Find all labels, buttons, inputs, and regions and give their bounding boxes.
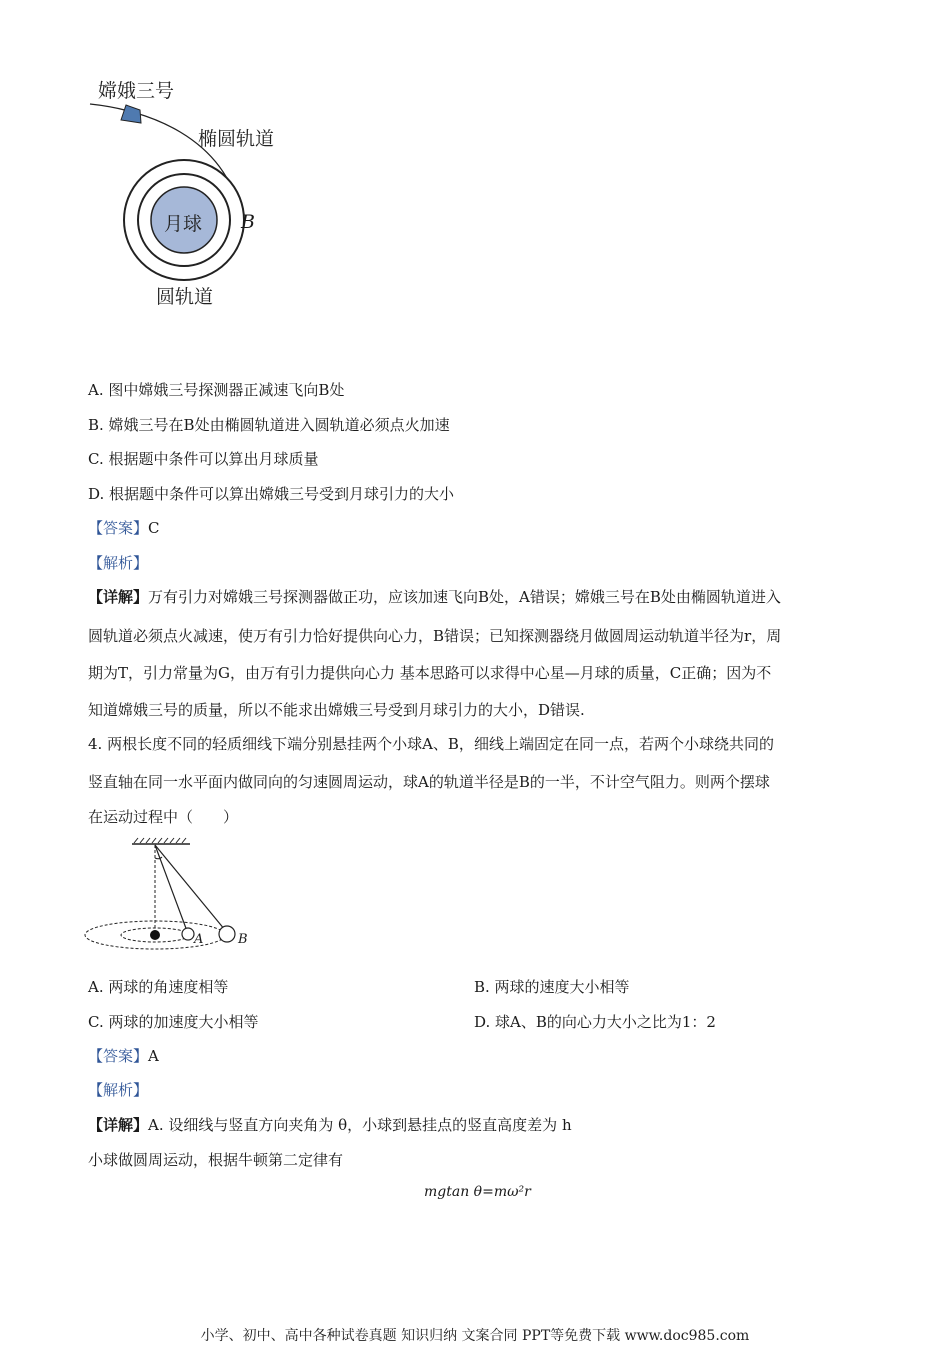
- q3-option-c: C. 根据题中条件可以算出月球质量: [88, 450, 319, 468]
- q3-detail-line-3: 期为T，引力常量为G，由万有引力提供向心力 基本思路可以求得中心星—月球的质量，C正确；因为不: [88, 664, 772, 682]
- q3-answer: [88, 517, 160, 539]
- q4-detail-text-1: A. 设细线与竖直方向夹角为 θ，小球到悬挂点的竖直高度差为 h: [148, 1116, 572, 1134]
- q4-stem-line-3: 在运动过程中（ ）: [88, 808, 239, 826]
- q3-option-a: A. 图中嫦娥三号探测器正减速飞向B处: [88, 381, 345, 399]
- ceiling-hatch: [134, 838, 186, 843]
- q3-option-d: D. 根据题中条件可以算出嫦娥三号受到月球引力的大小: [88, 485, 455, 503]
- q4-option-a: A. 两球的角速度相等: [88, 978, 229, 996]
- q3-detail-tag: 【详解】: [88, 588, 149, 606]
- orbit-figure: [88, 72, 308, 312]
- circle-orbit-label: 圆轨道: [156, 286, 214, 308]
- q4-option-c: C. 两球的加速度大小相等: [88, 1013, 259, 1031]
- q4-formula: mgtan θ=mω²r: [424, 1184, 531, 1200]
- ball-a: [182, 928, 194, 940]
- string-a: [155, 845, 187, 931]
- q4-stem-line-2: 竖直轴在同一水平面内做同向的匀速圆周运动，球A的轨道半径是B的一半，不计空气阻力。则两个摆球: [88, 773, 770, 791]
- spacecraft-icon: [121, 105, 141, 123]
- q4-answer-tag: 【答案】: [88, 1047, 149, 1065]
- q4-answer-value: A: [148, 1047, 159, 1065]
- q4-option-b: B. 两球的速度大小相等: [474, 978, 630, 996]
- q3-analysis-tag: 【解析】: [88, 554, 149, 572]
- ball-b-label: B: [238, 932, 248, 947]
- q3-detail-line-4: 知道嫦娥三号的质量，所以不能求出嫦娥三号受到月球引力的大小，D错误.: [88, 701, 585, 719]
- spacecraft-label: 嫦娥三号: [98, 80, 175, 102]
- q3-detail-text-1: 万有引力对嫦娥三号探测器做正功，应该加速飞向B处，A错误；嫦娥三号在B处由椭圆轨道进入: [148, 588, 781, 606]
- q3-detail-line-1: [88, 586, 781, 608]
- q4-option-d: D. 球A、B的向心力大小之比为1：2: [474, 1013, 716, 1031]
- ellipse-label: 椭圆轨道: [198, 128, 275, 150]
- q3-option-b: B. 嫦娥三号在B处由椭圆轨道进入圆轨道必须点火加速: [88, 416, 450, 434]
- q4-detail-tag: 【详解】: [88, 1116, 149, 1134]
- point-b-label: B: [241, 211, 255, 233]
- orbit-diagram: [88, 72, 308, 312]
- string-b: [155, 845, 225, 930]
- q4-stem-line-1: 4. 两根长度不同的轻质细线下端分别悬挂两个小球A、B，细线上端固定在同一点，若两个小球绕共同的: [88, 735, 774, 753]
- center-point: [150, 930, 160, 940]
- pendulum-figure: [84, 836, 264, 956]
- moon-label: 月球: [164, 213, 203, 235]
- ball-b: [219, 926, 235, 942]
- page-footer: 小学、初中、高中各种试卷真题 知识归纳 文案合同 PPT等免费下载 www.doc985.com: [200, 1328, 750, 1344]
- q4-detail-line-2: 小球做圆周运动，根据牛顿第二定律有: [88, 1151, 344, 1169]
- q3-answer-tag: 【答案】: [88, 519, 149, 537]
- q4-answer: [88, 1045, 159, 1067]
- angle-arc: [155, 857, 162, 859]
- pendulum-diagram: [84, 836, 264, 956]
- q3-detail-line-2: 圆轨道必须点火减速，使万有引力恰好提供向心力，B错误；已知探测器绕月做圆周运动轨道半径为r，周: [88, 627, 782, 645]
- q4-analysis-tag: 【解析】: [88, 1081, 149, 1099]
- q3-answer-value: C: [148, 519, 160, 537]
- ball-a-label: A: [194, 932, 204, 947]
- q4-detail-line-1: [88, 1114, 572, 1136]
